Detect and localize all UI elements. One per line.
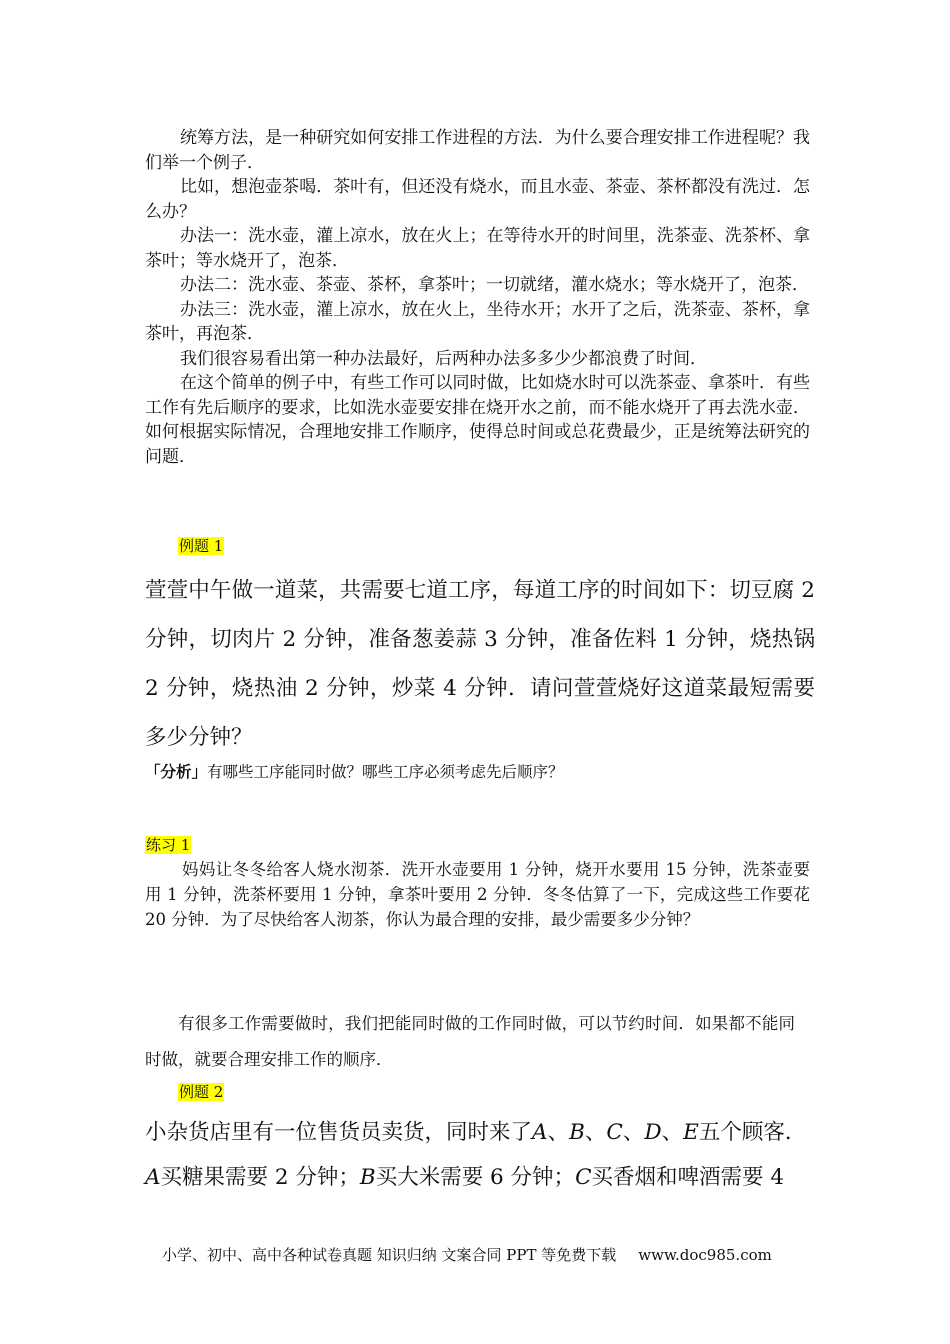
- analysis-text: 有哪些工序能同时做？哪些工序必须考虑先后顺序？: [207, 763, 564, 781]
- customer-c: C: [606, 1120, 623, 1145]
- example2-text: 五个顾客．: [698, 1120, 807, 1145]
- middle-section: [145, 1006, 795, 1078]
- practice1-text: 妈妈让冬冬给客人烧水沏茶．洗开水壶要用 1 分钟，烧开水要用 15 分钟，洗茶壶要用 1 分钟，洗茶杯要用 1 分钟，拿茶叶要用 2 分钟．冬冬估算了一下，完成这些工作要花 20 分钟．为了尽快给客人沏茶，你认为最合理的安排，最少需要多少分钟？: [145, 860, 810, 929]
- customer-c: C: [575, 1165, 592, 1190]
- example2-text: 买香烟和啤酒需要 4: [591, 1165, 785, 1190]
- intro-paragraph: 比如，想泡壶茶喝．茶叶有，但还没有烧水，而且水壶、茶壶、茶杯都没有洗过．怎么办？: [145, 177, 810, 222]
- separator: 、: [584, 1120, 607, 1145]
- example1-section: [145, 566, 815, 762]
- middle-text: 有很多工作需要做时，我们把能同时做的工作同时做，可以节约时间．如果都不能同时做，就要合理安排工作的顺序．: [145, 1014, 795, 1069]
- example1-label: 例题 1: [179, 537, 224, 555]
- example1-label-wrap: [178, 536, 224, 555]
- example2-section: [145, 1110, 815, 1200]
- example2-text: 小杂货店里有一位售货员卖货，同时来了: [145, 1120, 533, 1145]
- customer-a: A: [532, 1120, 548, 1145]
- example2-text: 买糖果需要 2 分钟；: [160, 1165, 360, 1190]
- intro-paragraph: 办法一：洗水壶，灌上凉水，放在火上；在等待水开的时间里，洗茶壶、洗茶杯、拿茶叶；等水烧开了，泡茶．: [145, 226, 810, 271]
- customer-b: B: [569, 1120, 585, 1145]
- analysis-tag: 「分析」: [145, 762, 208, 781]
- example2-line2: [145, 1155, 815, 1200]
- analysis-line: [145, 761, 564, 783]
- example2-line1: [145, 1110, 815, 1155]
- intro-paragraph: 办法二：洗水壶、茶壶、茶杯，拿茶叶；一切就绪，灌水烧水；等水烧开了，泡茶．: [180, 275, 809, 295]
- footer-text: 小学、初中、高中各种试卷真题 知识归纳 文案合同 PPT 等免费下载: [162, 1246, 617, 1264]
- intro-paragraph: 办法三：洗水壶，灌上凉水，放在火上，坐待水开；水开了之后，洗茶壶、茶杯，拿茶叶，再泡茶．: [145, 299, 810, 344]
- practice1-label: 练习 1: [146, 836, 191, 854]
- example1-text: 萱萱中午做一道菜，共需要七道工序，每道工序的时间如下：切豆腐 2 分钟，切肉片 2 分钟，准备葱姜蒜 3 分钟，准备佐料 1 分钟，烧热锅 2 分钟，烧热油 2 分钟，炒菜 4 分钟．请问萱萱烧好这道菜最短需要多少分钟？: [145, 578, 815, 750]
- intro-paragraph: 统筹方法，是一种研究如何安排工作进程的方法．为什么要合理安排工作进程呢？我们举一个例子．: [145, 128, 810, 173]
- footer-url: www.doc985.com: [638, 1246, 772, 1264]
- example2-text: 买大米需要 6 分钟；: [375, 1165, 576, 1190]
- separator: 、: [622, 1120, 645, 1145]
- customer-d: D: [644, 1120, 662, 1145]
- separator: 、: [661, 1120, 684, 1145]
- customer-a: A: [145, 1165, 161, 1190]
- practice1-label-wrap: [145, 835, 191, 854]
- intro-paragraph: 在这个简单的例子中，有些工作可以同时做，比如烧水时可以洗茶壶、拿茶叶．有些工作有先后顺序的要求，比如洗水壶要安排在烧开水之前，而不能水烧开了再去洗水壶．如何根据实际情况，合理地安排工作顺序，使得总时间或总花费最少，正是统筹法研究的问题．: [145, 373, 810, 467]
- intro-section: [145, 126, 810, 469]
- intro-paragraph: 我们很容易看出第一种办法最好，后两种办法多多少少都浪费了时间．: [180, 348, 707, 369]
- customer-e: E: [683, 1120, 699, 1145]
- example2-label: 例题 2: [179, 1083, 224, 1101]
- practice1-section: [145, 857, 810, 932]
- separator: 、: [547, 1120, 570, 1145]
- page-footer: [162, 1244, 772, 1265]
- customer-b: B: [359, 1165, 376, 1190]
- example2-label-wrap: [178, 1082, 224, 1101]
